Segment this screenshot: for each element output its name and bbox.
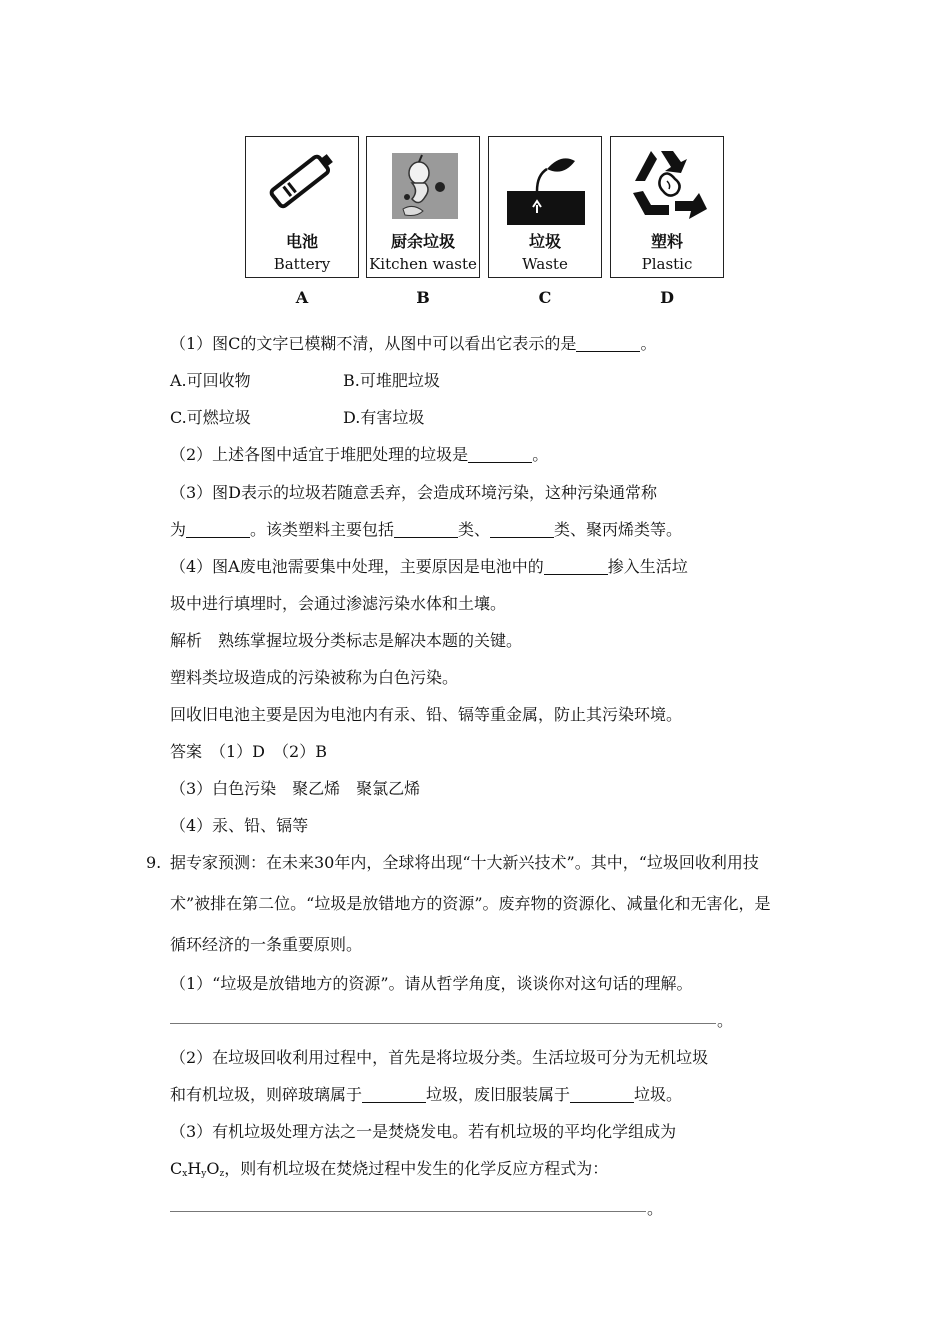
q1-option-d: D.有害垃圾 <box>343 408 425 427</box>
q3-blank-3[interactable] <box>490 537 554 538</box>
q1-answer-blank[interactable] <box>576 351 640 352</box>
figure-c-letter: C <box>538 288 552 307</box>
figure-c-cn-label: 垃圾 <box>528 232 561 251</box>
figure-b-en-label: Kitchen waste <box>369 255 477 273</box>
q9-line3: 循环经济的一条重要原则。 <box>170 935 363 954</box>
figure-d-plastic <box>610 136 724 278</box>
battery-icon <box>246 137 360 233</box>
q9-sub2-text-a: 和有机垃圾，则碎玻璃属于 <box>170 1085 363 1104</box>
q3-text-b: 。该类塑料主要包括 <box>250 520 395 539</box>
q9-line2: 术”被排在第二位。“垃圾是放错地方的资源”。废弃物的资源化、减量化和无害化，是 <box>170 894 771 913</box>
analysis-line3: 回收旧电池主要是因为电池内有汞、铅、镉等重金属，防止其污染环境。 <box>170 705 683 724</box>
q2-answer-blank[interactable] <box>468 462 532 463</box>
q9-sub3-line1: （3）有机垃圾处理方法之一是焚烧发电。若有机垃圾的平均化学组成为 <box>170 1122 677 1141</box>
q4-blank[interactable] <box>544 574 608 575</box>
q9-number: 9. <box>146 853 162 872</box>
q9-sub2-blank-1[interactable] <box>362 1102 426 1103</box>
q9-sub3-end: 。 <box>647 1199 664 1218</box>
figure-a-letter: A <box>295 288 309 307</box>
q1-stem-end: 。 <box>640 334 657 353</box>
q9-sub2-blank-2[interactable] <box>570 1102 634 1103</box>
q3-line2 <box>170 520 682 540</box>
q1-option-c: C.可燃垃圾 <box>170 408 251 427</box>
answer-line2: （3）白色污染 聚乙烯 聚氯乙烯 <box>170 779 421 798</box>
q9-sub2-line2 <box>170 1085 682 1105</box>
figure-b-kitchen-waste <box>366 136 480 278</box>
q2-stem-text: （2）上述各图中适宜于堆肥处理的垃圾是 <box>170 445 469 464</box>
formula-y: y <box>201 1169 207 1179</box>
apple-core-icon <box>367 137 481 233</box>
q9-sub2-text-b: 垃圾，废旧服装属于 <box>426 1085 571 1104</box>
q3-text-d: 类、聚丙烯类等。 <box>554 520 683 539</box>
q4-line2: 圾中进行填埋时，会通过渗滤污染水体和土壤。 <box>170 594 507 613</box>
q4-line1 <box>170 557 688 577</box>
formula-c: C <box>170 1159 183 1178</box>
q3-text-c: 类、 <box>458 520 491 539</box>
answer-line1: 答案 （1）D （2）B <box>170 742 327 761</box>
q2-stem <box>170 445 548 465</box>
q4-text-b: 掺入生活垃 <box>607 557 688 576</box>
q3-blank-2[interactable] <box>394 537 458 538</box>
figure-d-cn-label: 塑料 <box>650 232 683 251</box>
q9-sub2-line1: （2）在垃圾回收利用过程中，首先是将垃圾分类。生活垃圾可分为无机垃圾 <box>170 1048 709 1067</box>
q9-line1: 据专家预测：在未来30年内，全球将出现“十大新兴技术”。其中，“垃圾回收利用技 <box>170 853 759 872</box>
analysis-line2: 塑料类垃圾造成的污染被称为白色污染。 <box>170 668 459 687</box>
q1-option-a: A.可回收物 <box>170 371 251 390</box>
plant-sprout-icon <box>489 137 603 233</box>
figure-a-cn-label: 电池 <box>285 232 318 251</box>
formula-z: z <box>219 1169 225 1179</box>
recycle-plastic-icon <box>611 137 725 233</box>
figure-b-cn-label: 厨余垃圾 <box>390 232 455 251</box>
figure-c-en-label: Waste <box>522 255 568 273</box>
formula-x: x <box>182 1169 188 1179</box>
q9-sub1-answer-line[interactable] <box>170 1023 716 1024</box>
formula-o: O <box>206 1159 220 1178</box>
q1-stem-text: （1）图C的文字已模糊不清，从图中可以看出它表示的是 <box>170 334 577 353</box>
q9-sub3-text: ，则有机垃圾在焚烧过程中发生的化学反应方程式为： <box>224 1159 609 1178</box>
figure-a-battery <box>245 136 359 278</box>
answer-line3: （4）汞、铅、镉等 <box>170 816 309 835</box>
q3-blank-1[interactable] <box>186 537 250 538</box>
q1-option-b: B.可堆肥垃圾 <box>343 371 440 390</box>
figure-b-letter: B <box>416 288 430 307</box>
figure-d-en-label: Plastic <box>641 255 693 273</box>
q9-sub1: （1）“垃圾是放错地方的资源”。请从哲学角度，谈谈你对这句话的理解。 <box>170 974 693 993</box>
q9-sub2-text-c: 垃圾。 <box>634 1085 683 1104</box>
formula-h: H <box>187 1159 202 1178</box>
q3-text-a: 为 <box>170 520 187 539</box>
q9-sub1-end: 。 <box>717 1011 734 1030</box>
analysis-line1: 解析 熟练掌握垃圾分类标志是解决本题的关键。 <box>170 631 523 650</box>
q9-sub3-answer-line[interactable] <box>170 1211 646 1212</box>
figure-c-waste <box>488 136 602 278</box>
q4-text-a: （4）图A废电池需要集中处理，主要原因是电池中的 <box>170 557 544 576</box>
q3-line1: （3）图D表示的垃圾若随意丢弃，会造成环境污染，这种污染通常称 <box>170 483 658 502</box>
q2-stem-end: 。 <box>532 445 549 464</box>
q9-sub3-line2 <box>170 1159 608 1184</box>
q1-stem <box>170 334 656 354</box>
figure-d-letter: D <box>660 288 674 307</box>
figure-a-en-label: Battery <box>273 255 331 273</box>
